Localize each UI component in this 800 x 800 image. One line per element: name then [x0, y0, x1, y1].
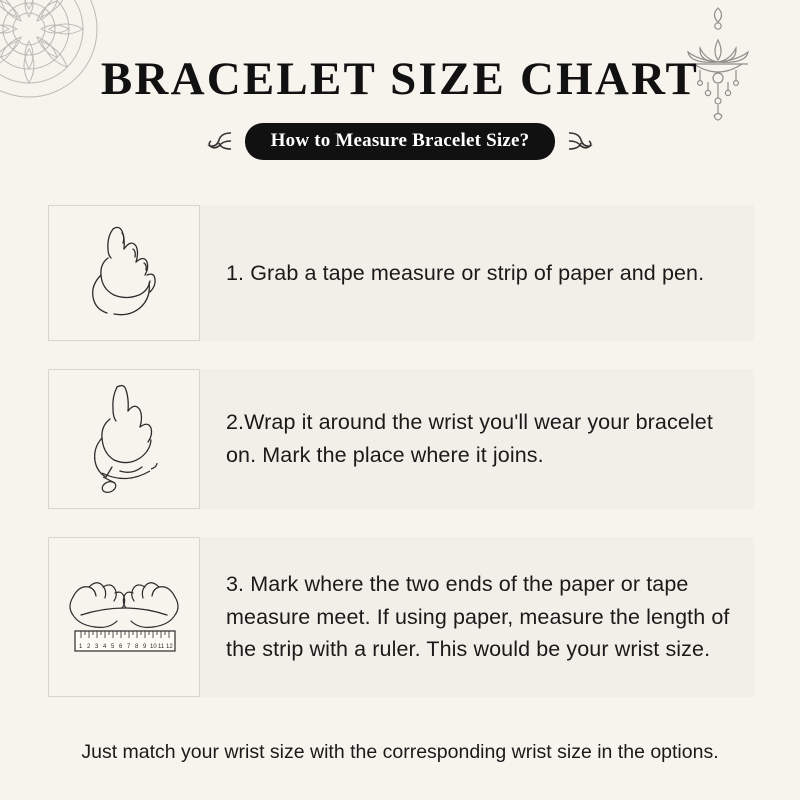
svg-text:11: 11 [158, 644, 165, 650]
subtitle-badge: How to Measure Bracelet Size? [245, 123, 556, 160]
svg-text:3: 3 [95, 644, 99, 650]
svg-text:9: 9 [143, 644, 147, 650]
flourish-left-icon [205, 127, 235, 157]
svg-text:8: 8 [135, 644, 139, 650]
flourish-right-icon [565, 127, 595, 157]
page-title: BRACELET SIZE CHART [100, 53, 700, 105]
svg-text:2: 2 [87, 644, 91, 650]
svg-text:5: 5 [111, 644, 115, 650]
footnote-text: Just match your wrist size with the corresponding wrist size in the options. [81, 741, 719, 763]
svg-text:7: 7 [127, 644, 131, 650]
hands-measuring-with-ruler-illustration [48, 537, 200, 697]
list-item [48, 205, 754, 341]
list-item [48, 369, 754, 509]
svg-text:12: 12 [166, 644, 173, 650]
step-text: 1. Grab a tape measure or strip of paper and pen. [226, 260, 705, 285]
hand-holding-tape-illustration [48, 205, 200, 341]
hand-wrapping-wrist-illustration [48, 369, 200, 509]
subtitle-row [0, 123, 800, 160]
list-item [48, 537, 754, 697]
svg-text:6: 6 [119, 644, 123, 650]
svg-text:1: 1 [79, 644, 83, 650]
step-text: 2.Wrap it around the wrist you'll wear your bracelet on. Mark the place where it joins. [226, 410, 713, 467]
svg-text:10: 10 [150, 644, 157, 650]
svg-text:4: 4 [103, 644, 107, 650]
step-text: 3. Mark where the two ends of the paper or tape measure meet. If using paper, measure the length of the strip with a ruler. This would be your wrist size. [226, 571, 730, 662]
steps-list [48, 205, 754, 725]
